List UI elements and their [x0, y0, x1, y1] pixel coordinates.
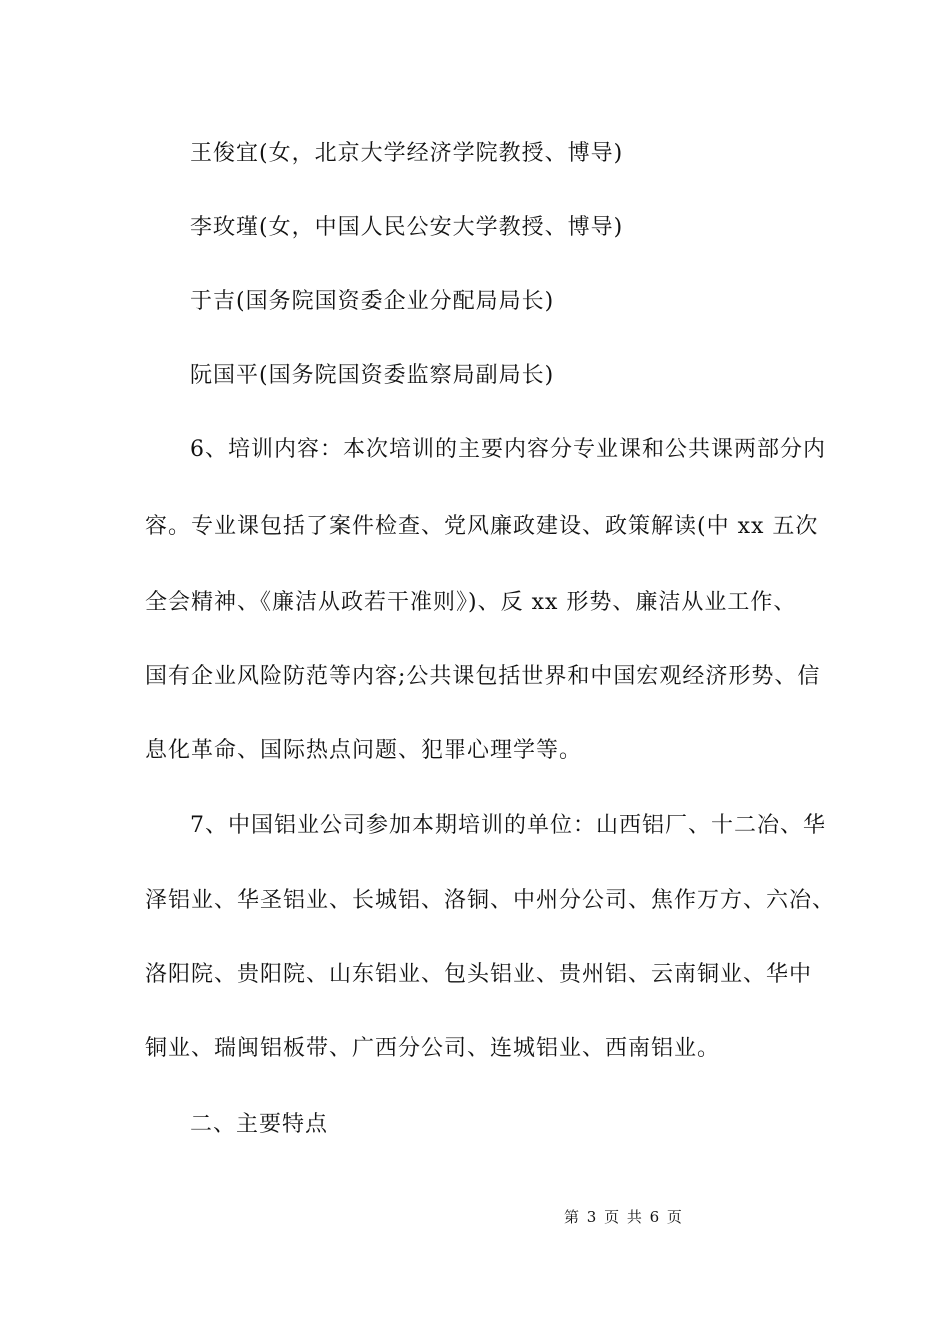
paragraph-training-content-line-2: 容。专业课包括了案件检查、党风廉政建设、政策解读(中 xx 五次	[145, 514, 819, 539]
paragraph-li-meijin: 李玫瑾(女，中国人民公安大学教授、博导)	[190, 215, 624, 240]
paragraph-training-content-line-1: 6、培训内容：本次培训的主要内容分专业课和公共课两部分内	[190, 437, 826, 462]
paragraph-training-content-line-5: 息化革命、国际热点问题、犯罪心理学等。	[145, 738, 583, 763]
paragraph-participating-units-line-4: 铜业、瑞闽铝板带、广西分公司、连城铝业、西南铝业。	[145, 1036, 721, 1061]
section-heading-main-features: 二、主要特点	[190, 1112, 329, 1137]
paragraph-participating-units-line-2: 泽铝业、华圣铝业、长城铝、洛铜、中州分公司、焦作万方、六冶、	[145, 888, 836, 913]
paragraph-yu-ji: 于吉(国务院国资委企业分配局局长)	[190, 289, 555, 314]
paragraph-participating-units-line-3: 洛阳院、贵阳院、山东铝业、包头铝业、贵州铝、云南铜业、华中	[145, 962, 813, 987]
paragraph-training-content-line-4: 国有企业风险防范等内容;公共课包括世界和中国宏观经济形势、信	[145, 664, 821, 689]
paragraph-ruan-guoping: 阮国平(国务院国资委监察局副局长)	[190, 363, 555, 388]
page-number-footer: 第 3 页 共 6 页	[564, 1208, 682, 1226]
paragraph-wang-junyi: 王俊宜(女，北京大学经济学院教授、博导)	[190, 141, 624, 166]
paragraph-training-content-line-3: 全会精神、《廉洁从政若干准则》)、反 xx 形势、廉洁从业工作、	[145, 590, 797, 615]
paragraph-participating-units-line-1: 7、中国铝业公司参加本期培训的单位：山西铝厂、十二冶、华	[190, 813, 826, 838]
